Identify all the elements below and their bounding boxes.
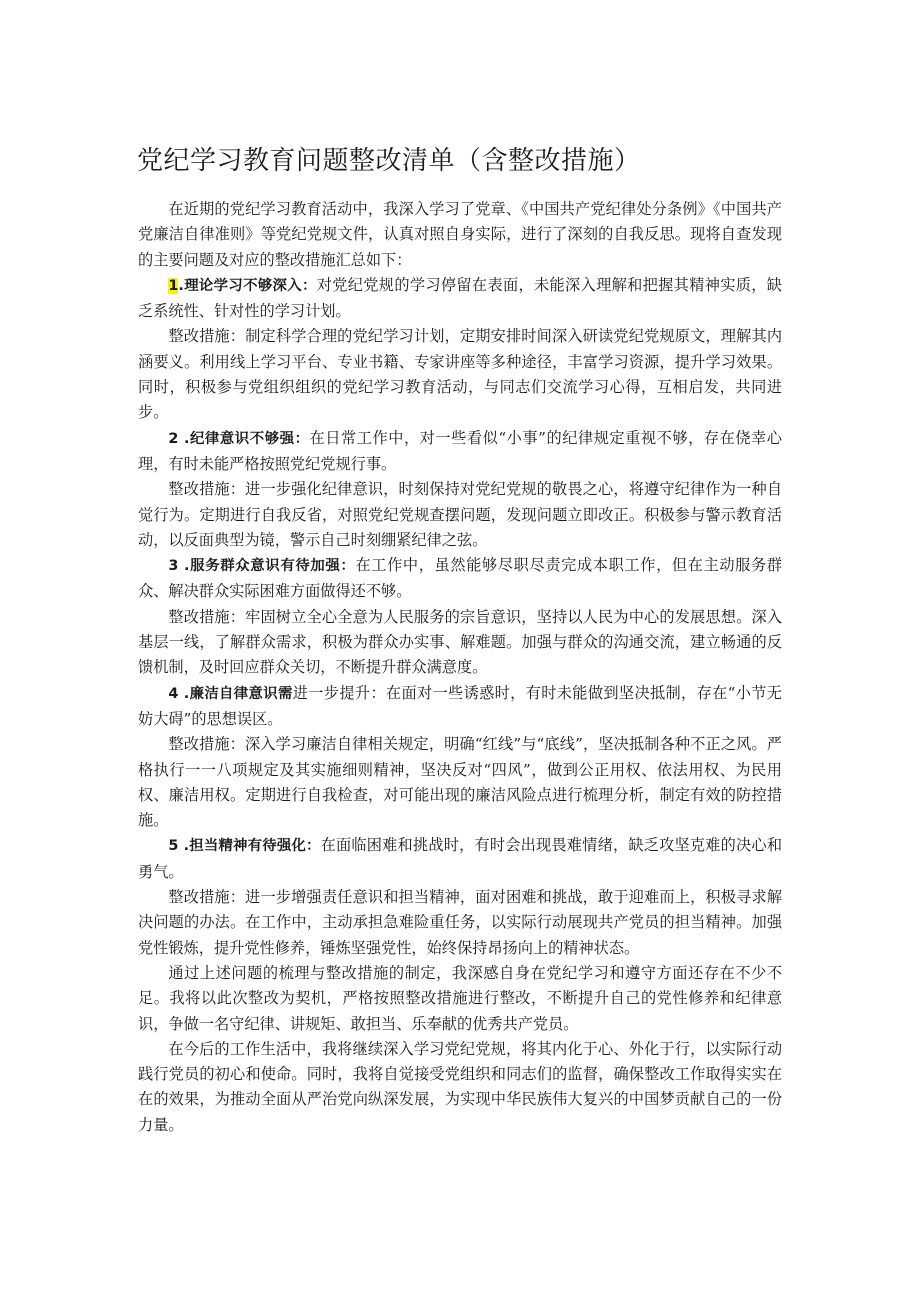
issue-1-separator: .	[178, 277, 184, 294]
issue-4-separator: .	[178, 685, 190, 702]
issue-2-label: 纪律意识不够强：	[189, 430, 310, 447]
document-title: 党纪学习教育问题整改清单（含整改措施）	[137, 146, 641, 176]
conclusion-paragraph-1: 通过上述问题的梳理与整改措施的制定，我深感自身在党纪学习和遵守方面还存在不少不足。我将以此次整改为契机，严格按照整改措施进行整改，不断提升自己的党性修养和纪律意识，争做一名守纪律、讲规矩、敢担当、乐奉献的优秀共产党员。	[138, 963, 782, 1033]
document-body	[138, 197, 782, 1138]
issue-2-separator: .	[178, 430, 190, 447]
issue-3-label: 服务群众意识有待加强：	[189, 558, 356, 575]
issue-3-measure: 整改措施：牢固树立全心全意为人民服务的宗旨意识，坚持以人民为中心的发展思想。深入基层一线，了解群众需求，积极为群众办实事、解难题。加强与群众的沟通交流，建立畅通的反馈机制，及时回应群众关切，不断提升群众满意度。	[138, 607, 782, 677]
issue-3-number: 3	[168, 558, 179, 575]
issue-4-text: 进一步提升：在面对一些诱惑时，有时未能做到坚决抵制，存在“小节无妨大碍”的思想误区。	[138, 683, 782, 728]
issue-4-measure: 整改措施：深入学习廉洁自律相关规定，明确“红线”与“底线”，坚决抵制各种不正之风。严格执行一一八项规定及其实施细则精神，坚决反对“四风”，做到公正用权、依法用权、为民用权、廉洁用权。定期进行自我检查，对可能出现的廉洁风险点进行梳理分析，制定有效的防控措施。	[138, 735, 782, 830]
issue-3-separator: .	[178, 558, 190, 575]
issue-4	[138, 681, 782, 733]
issue-4-label: 廉洁自律意识需	[189, 685, 293, 702]
issue-1-number: 1	[168, 277, 179, 294]
issue-5-separator: .	[178, 838, 190, 855]
conclusion-paragraph-2: 在今后的工作生活中，我将继续深入学习党纪党规，将其内化于心、外化于行，以实际行动践行党员的初心和使命。同时，我将自觉接受党组织和同志们的监督，确保整改工作取得实实在在的效果，为推动全面从严治党向纵深发展，为实现中华民族伟大复兴的中国梦贡献自己的一份力量。	[138, 1039, 782, 1134]
issue-5-measure: 整改措施：进一步增强责任意识和担当精神，面对困难和挑战，敢于迎难而上，积极寻求解决问题的办法。在工作中，主动承担急难险重任务，以实际行动展现共产党员的担当精神。加强党性锻炼，提升党性修养，锤炼坚强党性，始终保持昂扬向上的精神状态。	[138, 888, 782, 957]
issue-3-text: 在工作中，虽然能够尽职尽责完成本职工作，但在主动服务群众、解决群众实际困难方面做得还不够。	[138, 556, 783, 601]
issue-5	[138, 833, 782, 885]
issue-5-text: 在面临困难和挑战时，有时会出现畏难情绪，缺乏攻坚克难的决心和勇气。	[138, 836, 783, 881]
issue-1-text: 对党纪党规的学习停留在表面，未能深入理解和把握其精神实质，缺乏系统性、针对性的学习计划。	[138, 275, 782, 321]
issue-2	[138, 426, 782, 478]
issue-3	[138, 553, 782, 605]
issue-5-number: 5	[168, 838, 179, 855]
issue-4-number: 4	[168, 685, 179, 702]
issue-5-label: 担当精神有待强化：	[189, 838, 321, 855]
issue-1	[138, 273, 782, 325]
issue-2-text: 在日常工作中，对一些看似“小事”的纪律规定重视不够，存在侥幸心理，有时未能严格按照党纪党规行事。	[138, 428, 782, 473]
issue-1-measure: 整改措施：制定科学合理的党纪学习计划，定期安排时间深入研读党纪党规原文，理解其内涵要义。利用线上学习平台、专业书籍、专家讲座等多种途径，丰富学习资源，提升学习效果。同时，积极参与党组织组织的党纪学习教育活动，与同志们交流学习心得，互相启发，共同进步。	[138, 327, 782, 422]
issue-1-label: 理论学习不够深入：	[183, 277, 317, 294]
issue-2-number: 2	[168, 430, 179, 447]
issue-2-measure: 整改措施：进一步强化纪律意识，时刻保持对党纪党规的敬畏之心，将遵守纪律作为一种自觉行为。定期进行自我反省，对照党纪党规查摆问题，发现问题立即改正。积极参与警示教育活动，以反面典型为镜，警示自己时刻绷紧纪律之弦。	[138, 480, 782, 549]
intro-paragraph: 在近期的党纪学习教育活动中，我深入学习了党章、《中国共产党纪律处分条例》《中国共产党廉洁自律准则》等党纪党规文件，认真对照自身实际，进行了深刻的自我反思。现将自查发现的主要问题及对应的整改措施汇总如下：	[138, 200, 782, 269]
